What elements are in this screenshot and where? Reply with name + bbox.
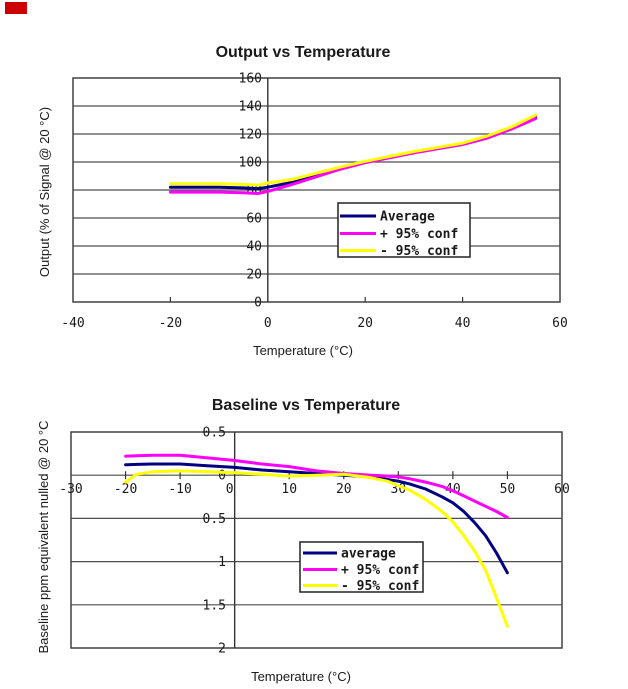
legend-label: + 95% conf xyxy=(380,227,459,242)
y-tick-label: 100 xyxy=(238,155,262,171)
x-tick-label: 0 xyxy=(225,482,234,497)
x-tick-label: 20 xyxy=(335,482,352,497)
y-tick-label: 1 xyxy=(218,555,226,571)
x-tick-label: 30 xyxy=(390,482,407,497)
chart-title: Output vs Temperature xyxy=(215,44,391,61)
x-tick-label: 0 xyxy=(263,316,272,331)
y-tick-label: 0.5 xyxy=(202,425,226,441)
x-axis-title: Temperature (°C) xyxy=(253,343,353,358)
x-axis-title: Temperature (°C) xyxy=(251,669,351,684)
x-tick-label: 40 xyxy=(445,482,461,497)
y-tick-label: 2 xyxy=(218,641,226,657)
y-axis-title: Baseline ppm equivalent nulled @ 20 °C xyxy=(36,420,51,654)
y-tick-label: 160 xyxy=(238,71,262,87)
legend-label: + 95% conf xyxy=(341,563,420,578)
x-tick-label: 60 xyxy=(552,316,568,331)
y-tick-label: 80 xyxy=(246,183,262,199)
x-tick-label: -30 xyxy=(59,482,83,497)
x-tick-label: 10 xyxy=(281,482,298,497)
legend-label: - 95% conf xyxy=(380,244,459,259)
x-tick-label: -10 xyxy=(168,482,192,497)
y-tick-label: 40 xyxy=(246,239,262,255)
y-tick-label: 120 xyxy=(238,127,262,143)
x-tick-label: 60 xyxy=(554,482,570,497)
x-tick-label: 50 xyxy=(499,482,516,497)
y-tick-label: 140 xyxy=(238,99,262,115)
y-tick-label: 1.5 xyxy=(202,598,226,614)
x-tick-label: 40 xyxy=(454,316,471,331)
y-tick-label: 0.5 xyxy=(202,511,226,527)
legend-label: Average xyxy=(380,209,435,225)
x-tick-label: 20 xyxy=(357,316,374,331)
y-tick-label: 20 xyxy=(246,267,262,283)
legend-label: average xyxy=(341,546,396,562)
x-tick-label: -40 xyxy=(61,316,85,331)
chart-title: Baseline vs Temperature xyxy=(211,397,401,414)
legend-label: - 95% conf xyxy=(341,579,420,594)
x-tick-label: -20 xyxy=(113,482,138,497)
y-axis-title: Output (% of Signal @ 20 °C) xyxy=(37,106,52,278)
y-tick-label: 0 xyxy=(218,468,226,484)
x-tick-label: -20 xyxy=(158,316,183,331)
y-tick-label: 0 xyxy=(254,295,262,311)
y-tick-label: 60 xyxy=(246,211,262,227)
